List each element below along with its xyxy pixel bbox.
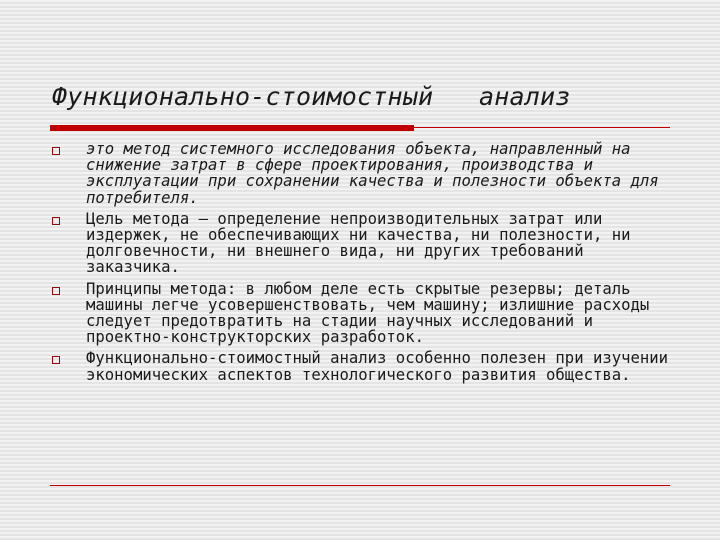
bullet-text: Принципы метода: в любом деле есть скрытые резервы; деталь машины легче усовершенствовать, чем машину; излишние расходы следует предотвратить на стадии научных исследований и проектно-конструкторских разработок. <box>86 279 650 347</box>
footer-rule <box>50 485 670 486</box>
bullet-text: Функционально-стоимостный анализ особенно полезен при изучении экономических аспектов технологического развития общества. <box>86 349 669 384</box>
square-bullet-icon <box>52 147 60 155</box>
square-bullet-icon <box>52 287 60 295</box>
bullet-text: это метод системного исследования объекта, направленный на снижение затрат в сфере проектирования, производства и эксплуатации при сохранении качества и полезности объекта для потребителя. <box>86 140 659 207</box>
bullet-item <box>52 141 672 206</box>
square-bullet-icon <box>52 356 60 364</box>
title-underline-accent <box>50 125 414 131</box>
square-bullet-icon <box>52 217 60 225</box>
bullet-list <box>52 141 672 383</box>
slide-title: Функционально-стоимостный анализ <box>52 82 571 111</box>
bullet-item <box>52 211 672 276</box>
bullet-item <box>52 281 672 346</box>
bullet-item <box>52 350 672 382</box>
bullet-text: Цель метода — определение непроизводительных затрат или издержек, не обеспечивающих ни качества, ни полезности, ни долговечности, ни внешнего вида, ни других требований заказчика. <box>86 209 631 277</box>
